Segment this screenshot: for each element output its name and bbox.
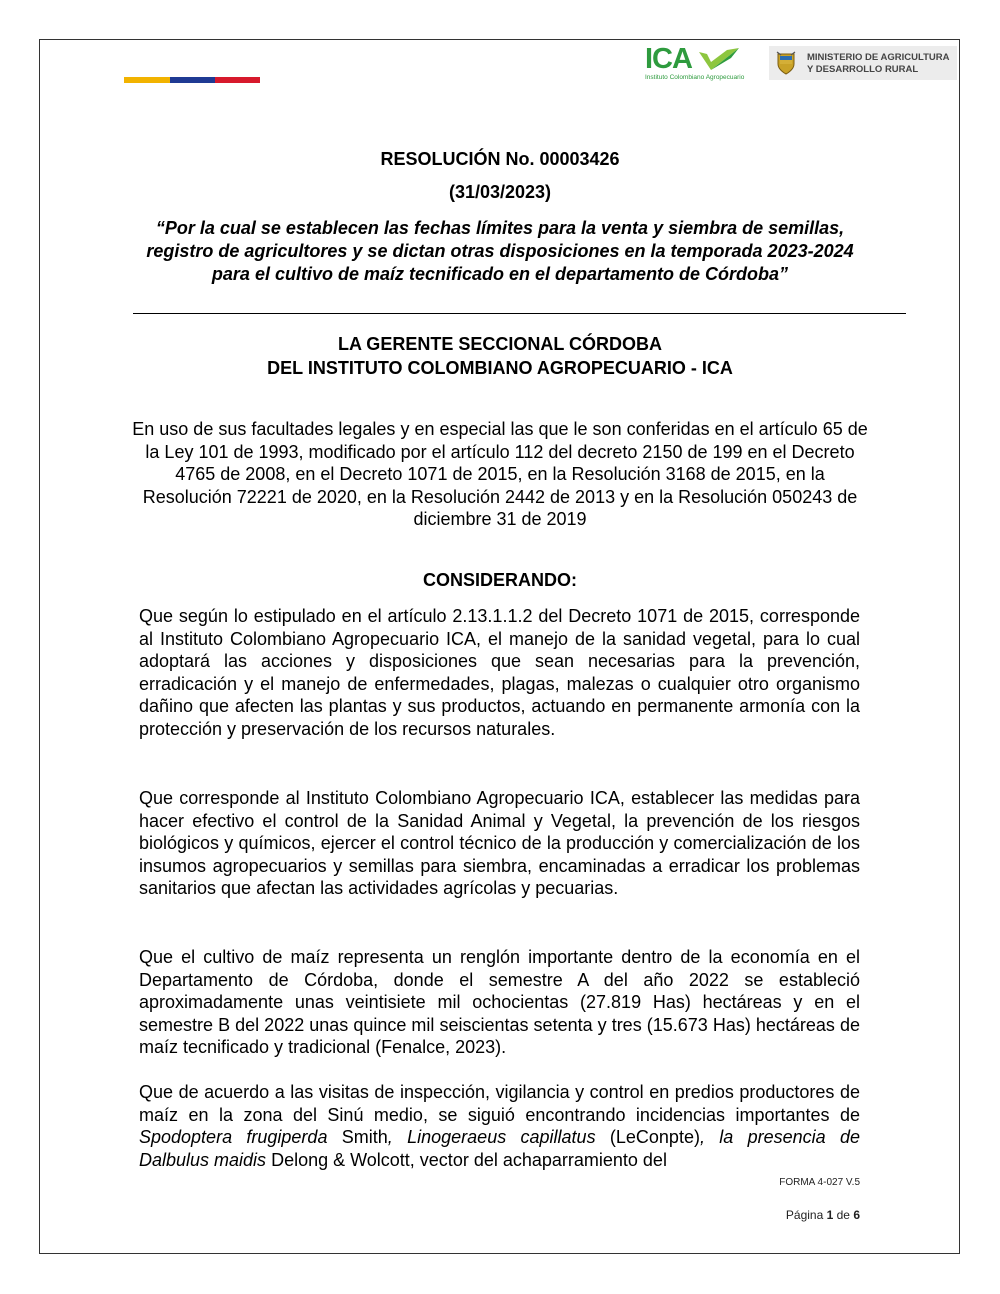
page-total: 6 [853,1208,860,1222]
form-code: FORMA 4-027 V.5 [779,1177,860,1188]
resolution-subject: “Por la cual se establecen las fechas límites para la venta y siembra de semillas, registro de agricultores y se dictan otras disposiciones en la temporada 2023-2024 para el cultivo de maíz tecnificado en el departamento de Córdoba” [146,218,854,284]
page-label: Página [785,1208,827,1222]
flag-stripe-blue [170,77,215,83]
flag-stripe-yellow [124,77,170,83]
paragraph-4-text: (LeConpte) [595,1127,700,1148]
ica-leaf-check-icon [697,46,741,72]
species-name: Spodoptera frugiperda [139,1127,328,1148]
coat-of-arms-icon [775,50,797,76]
page-number [700,1208,860,1222]
legal-preamble: En uso de sus facultades legales y en especial las que le son conferidas en el artículo 65 de la Ley 101 de 1993, modificado por el artículo 112 del decreto 2150 de 199 en el Decreto 4765 de 2008, en el Decreto 1071 de 2015, en la Resolución 3168 de 2015, en la Resolución 72221 de 2020, en la Resolución 2442 de 2013 y en la Resolución 050243 de diciembre 31 de 2019 [132,419,868,530]
species-name: Dalbulus maidis [139,1149,267,1170]
considering-heading: CONSIDERANDO: [422,570,577,590]
flag-stripe-red [215,77,260,83]
ica-logo [645,43,745,84]
ica-logo-subtitle: Instituto Colombiano Agropecuario [645,74,745,81]
authority-line-2: DEL INSTITUTO COLOMBIANO AGROPECUARIO - ICA [267,358,733,378]
authority-line-1: LA GERENTE SECCIONAL CÓRDOBA [337,334,663,354]
ica-logo-acronym: ICA [645,43,692,75]
considering-paragraph-1: Que según lo estipulado en el artículo 2.13.1.1.2 del Decreto 1071 de 2015, corresponde al Instituto Colombiano Agropecuario ICA, el manejo de la sanidad vegetal, para lo cual adoptará las acciones y disposiciones que sean necesarias para la prevención, erradicación y el manejo de enfermedades, plagas, malezas o cualquier otro organismo dañino que afecten las plantas y sus productos, actuando en permanente armonía con la protección y preservación de los recursos naturales. [139,606,860,739]
considering-paragraph-3: Que el cultivo de maíz representa un renglón importante dentro de la economía en el Departamento de Córdoba, donde el semestre A del año 2022 se estableció aproximadamente unas veintisiete mil ochocientas (27.819 Has) hectáreas y en el semestre B del 2022 unas quince mil seiscientas setenta y tres (15.673 Has) hectáreas de maíz tecnificado y tradicional (Fenalce, 2023). [139,947,860,1058]
paragraph-4-punctuation: , la presencia de [699,1127,860,1148]
paragraph-4-punctuation: , [387,1127,408,1148]
issuing-authority [130,332,870,380]
ministry-logo-line1: MINISTERIO DE AGRICULTURA [807,52,950,63]
ministry-logo-line2: Y DESARROLLO RURAL [807,64,919,75]
species-name: Linogeraeus capillatus [407,1127,596,1148]
considering-paragraph-2: Que corresponde al Instituto Colombiano Agropecuario ICA, establecer las medidas para hacer efectivo el control de la Sanidad Animal y Vegetal, la prevención de los riesgos biológicos y químicos, ejercer el control técnico de la producción y comercialización de los insumos agropecuarios y semillas para siembra, encaminadas a erradicar los problemas sanitarios que afectan las actividades agrícolas y pecuarias. [139,788,860,899]
paragraph-4-text: Delong & Wolcott, vector del achaparramiento del [266,1149,667,1170]
paragraph-4-text: Smith [327,1127,388,1148]
resolution-title: RESOLUCIÓN No. 00003426 [380,149,620,169]
ministry-logo [769,46,957,80]
page-current: 1 [826,1208,834,1222]
resolution-date: (31/03/2023) [448,182,552,202]
considering-paragraph-4 [139,1081,860,1171]
title-divider [133,313,906,314]
page-of: de [833,1208,854,1222]
paragraph-4-text: Que de acuerdo a las visitas de inspección, vigilancia y control en predios productores de maíz en la zona del Sinú medio, se siguió encontrando incidencias importantes de [139,1082,860,1125]
